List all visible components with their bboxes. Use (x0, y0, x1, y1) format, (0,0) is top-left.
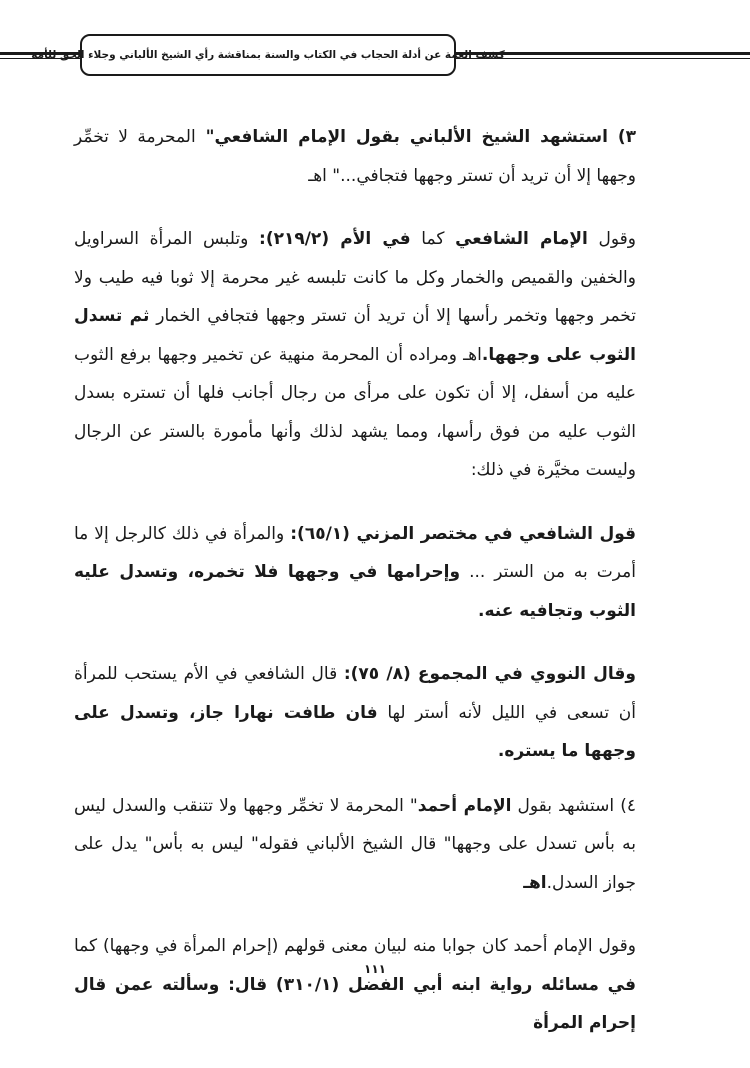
text-run: اهـ ومراده أن المحرمة منهية عن تخمير وجهها برفع الثوب عليه من أسفل، إلا أن تكون على مرأى من رجال أجانب فلها أن تستره بسدل الثوب عليه من فوق رأسها، ومما يشهد لذلك وأنها مأمورة بالستر عن الرجال وليست مخيَّرة في ذلك: (74, 344, 636, 480)
text-run: الإمام الشافعي (455, 229, 588, 249)
paragraph-6 (74, 927, 636, 1043)
paragraph-3 (74, 515, 636, 631)
text-run: المحرمة لا تخمِّر وجهها إلا أن تريد أن تستر وجهها فتجافي..." اهـ (74, 127, 636, 186)
text-run: ثم تسدل الثوب على وجهها. (74, 306, 637, 365)
paragraph-1 (74, 118, 636, 195)
text-run: في الأم (٢١٩/٢): (259, 229, 411, 249)
header-title: كشف الغمة عن أدلة الحجاب في الكتاب والسنة بمناقشة رأي الشيخ الألباني وجلاء الحق للأمة (31, 49, 505, 61)
page-number: ١١١ (364, 962, 386, 976)
text-run: ٤) استشهد بقول (511, 795, 636, 816)
paragraph-4 (74, 655, 636, 771)
text-run: وقول الإمام أحمد كان جوابا منه لبيان معنى قولهم (إحرام المرأة في وجهها) كما (74, 936, 636, 956)
text-run: وإحرامها في وجهها فلا تخمره، وتسدل عليه الثوب وتجافيه عنه. (74, 562, 636, 621)
text-run: اهـ (523, 872, 547, 893)
text-run: وتلبس المرأة السراويل والخفين والقميص والخمار وكل ما كانت تلبسه غير محرمة إلا ثوبا فيه طيب ولا تخمر وجهها وتخمر رأسها إلا أن تريد أن تستر وجهها فتجافي الخمار (74, 229, 636, 326)
text-run: في مسائله رواية ابنه أبي الفضل (٣١٠/١) قال: وسألته عمن قال إحرام المرأة (74, 974, 636, 1033)
page-body (74, 118, 636, 1068)
paragraph-5 (74, 787, 636, 903)
text-run: " المحرمة لا تخمِّر وجهها ولا تتنقب والسدل ليس به بأس تسدل على وجهها" قال الشيخ الألباني فقوله" ليس به بأس" يدل على جواز السدل. (74, 795, 636, 893)
text-run: كما (410, 229, 456, 249)
text-run: وقال النووي في المجموع (٨/ ٧٥): (343, 664, 636, 684)
paragraph-2 (74, 220, 636, 490)
text-run: والمرأة في ذلك كالرجل إلا ما أمرت به من الستر ... (74, 523, 636, 582)
text-run: الإمام أحمد (417, 795, 512, 816)
running-header (31, 34, 505, 76)
text-run: قال الشافعي في الأم يستحب للمرأة أن تسعى في الليل لأنه أستر لها (74, 664, 636, 723)
text-run: قول الشافعي في مختصر المزني (٦٥/١): (290, 523, 637, 544)
text-run: وقول (587, 229, 636, 249)
text-run: فان طافت نهارا جاز، وتسدل على وجهها ما يستره. (74, 702, 636, 761)
text-run: ٣) استشهد الشيخ الألباني بقول الإمام الشافعي" (195, 127, 636, 147)
